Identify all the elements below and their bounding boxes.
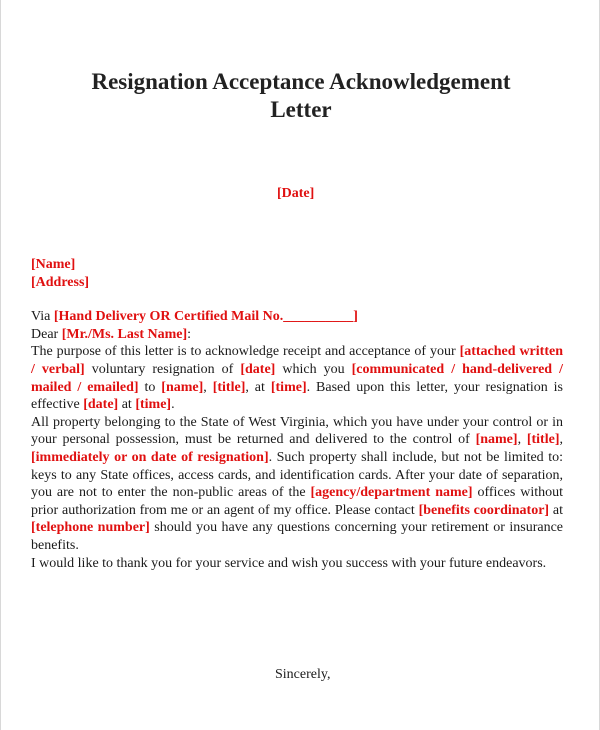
delivery-method-line (31, 308, 563, 326)
p2-text-6: at (549, 502, 563, 518)
paragraph-property (31, 414, 563, 555)
p2-field-return-date: [immediately or on date of resignation] (31, 449, 269, 465)
salutation-prefix: Dear (31, 326, 62, 342)
p1-text-4: to (138, 379, 162, 395)
p1-field-written-verbal: [attached written / verbal] (31, 344, 563, 377)
p1-field-name: [name] (161, 379, 204, 395)
letter-body (31, 256, 563, 572)
p2-text-5: offices without prior authorization from me or an agent of my office. Please contact (31, 485, 564, 518)
closing: Sincerely, (275, 667, 331, 682)
paragraph-acknowledgement (31, 343, 563, 413)
p1-text-2: voluntary resignation of (84, 361, 241, 377)
p2-field-telephone: [telephone number] (31, 520, 150, 536)
p1-field-effective-date: [date] (83, 397, 119, 413)
p2-field-title: [title] (526, 432, 560, 448)
p1-text-1: The purpose of this letter is to acknowledge receipt and acceptance of your (31, 344, 460, 360)
via-prefix: Via (31, 309, 54, 325)
p1-text-8: at (118, 397, 136, 413)
p1-field-delivery: [communicated / hand-delivered / mailed / emailed] (31, 361, 563, 395)
delivery-method-field: [Hand Delivery OR Certified Mail No.__________] (53, 309, 358, 325)
p1-text-7: . Based upon this letter, your resignation is effective (31, 379, 564, 413)
paragraph-thanks: I would like to thank you for your service and wish you success with your future endeavors. (31, 555, 547, 571)
letter-title-line-2: Letter (270, 97, 332, 122)
p2-field-name: [name] (475, 432, 518, 448)
p1-field-time: [time] (270, 379, 307, 395)
p2-text-1: All property belonging to the State of West Virginia, which you have under your control or in your personal possession, must be returned and delivered to the control of (31, 414, 563, 448)
recipient-name: [Name] (31, 257, 76, 272)
letter-title (1, 68, 600, 124)
p1-text-6: , at (245, 379, 271, 395)
p2-text-4: . Such property shall include, but not be limited to: keys to any State offices, access cards, and identification cards. After your date of separation, you are not to enter the non-public areas of the (31, 449, 563, 501)
p1-text-5: , (203, 379, 213, 395)
salutation-suffix: : (187, 326, 192, 342)
p1-text-9: . (171, 397, 175, 413)
p2-field-benefits-coordinator: [benefits coordinator] (418, 502, 550, 518)
date-placeholder: [Date] (277, 186, 315, 201)
p1-field-date: [date] (240, 361, 276, 377)
salutation-name-field: [Mr./Ms. Last Name] (61, 326, 188, 342)
p2-text-7: should you have any questions concerning your retirement or insurance benefits. (31, 520, 563, 553)
p1-text-3: which you (275, 361, 352, 377)
p2-text-3: , (559, 432, 563, 448)
p2-text-2: , (517, 432, 527, 448)
p1-field-effective-time: [time] (135, 397, 172, 413)
recipient-address: [Address] (31, 274, 90, 290)
letter-title-line-1: Resignation Acceptance Acknowledgement (91, 69, 511, 94)
recipient-block (31, 256, 563, 291)
p1-field-title: [title] (212, 379, 246, 395)
p2-field-agency: [agency/department name] (310, 485, 473, 501)
salutation (31, 326, 563, 344)
